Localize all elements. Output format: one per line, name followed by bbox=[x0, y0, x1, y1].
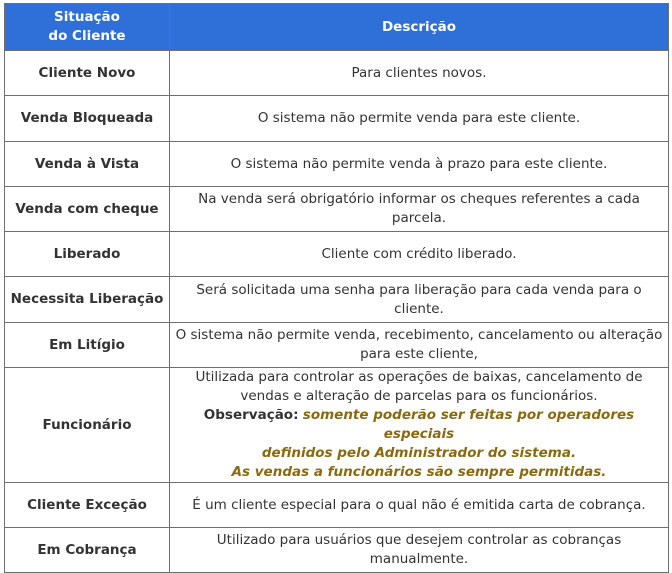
description-cell bbox=[170, 323, 669, 368]
description-cell: É um cliente especial para o qual não é emitida carta de cobrança. bbox=[170, 483, 669, 528]
header-status bbox=[5, 4, 170, 51]
status-cell: Funcionário bbox=[5, 368, 170, 483]
description-line: O sistema não permite venda, recebimento, cancelamento ou alteração bbox=[175, 327, 663, 343]
header-description: Descrição bbox=[170, 4, 669, 51]
status-cell: Em Cobrança bbox=[5, 528, 170, 573]
description-line: parcela. bbox=[391, 210, 447, 226]
description-line: Na venda será obrigatório informar os cheques referentes a cada bbox=[198, 191, 640, 207]
status-cell: Cliente Novo bbox=[5, 51, 170, 96]
header-status-line1: Situação bbox=[54, 9, 120, 25]
description-cell bbox=[170, 528, 669, 573]
description-line: para este cliente, bbox=[360, 346, 478, 362]
client-status-table bbox=[4, 3, 669, 573]
status-cell: Necessita Liberação bbox=[5, 277, 170, 323]
description-line: manualmente. bbox=[369, 551, 469, 567]
status-cell: Venda com cheque bbox=[5, 187, 170, 232]
description-line: cliente. bbox=[394, 300, 444, 317]
status-cell: Liberado bbox=[5, 232, 170, 277]
description-cell: O sistema não permite venda para este cliente. bbox=[170, 96, 669, 142]
table-row bbox=[5, 51, 669, 96]
table-row bbox=[5, 232, 669, 277]
table-row bbox=[5, 142, 669, 187]
description-line: Utilizada para controlar as operações de baixas, cancelamento de bbox=[195, 369, 643, 385]
description-cell bbox=[170, 277, 669, 323]
header-status-line2: do Cliente bbox=[48, 28, 126, 44]
table-row bbox=[5, 483, 669, 528]
table-row bbox=[5, 323, 669, 368]
observation-text: definidos pelo Administrador do sistema. bbox=[261, 445, 577, 461]
description-cell bbox=[170, 187, 669, 232]
description-line: vendas e alteração de parcelas para os funcionários. bbox=[240, 388, 598, 404]
observation-label: Observação: bbox=[203, 407, 299, 423]
description-cell bbox=[170, 368, 669, 483]
table-row bbox=[5, 96, 669, 142]
description-cell: Para clientes novos. bbox=[170, 51, 669, 96]
description-cell: O sistema não permite venda à prazo para este cliente. bbox=[170, 142, 669, 187]
status-cell: Venda à Vista bbox=[5, 142, 170, 187]
status-cell: Cliente Exceção bbox=[5, 483, 170, 528]
observation-text: As vendas a funcionários são sempre permitidas. bbox=[231, 464, 607, 480]
description-line: Será solicitada uma senha para liberação para cada venda para o bbox=[196, 281, 642, 298]
table-row bbox=[5, 528, 669, 573]
status-cell: Venda Bloqueada bbox=[5, 96, 170, 142]
description-line: Utilizado para usuários que desejem controlar as cobranças bbox=[216, 532, 622, 548]
description-cell: Cliente com crédito liberado. bbox=[170, 232, 669, 277]
table-row bbox=[5, 187, 669, 232]
table-row bbox=[5, 368, 669, 483]
header-row bbox=[5, 4, 669, 51]
observation-text: somente poderão ser feitas por operadores especiais bbox=[302, 407, 635, 442]
table-row bbox=[5, 277, 669, 323]
status-cell: Em Litígio bbox=[5, 323, 170, 368]
